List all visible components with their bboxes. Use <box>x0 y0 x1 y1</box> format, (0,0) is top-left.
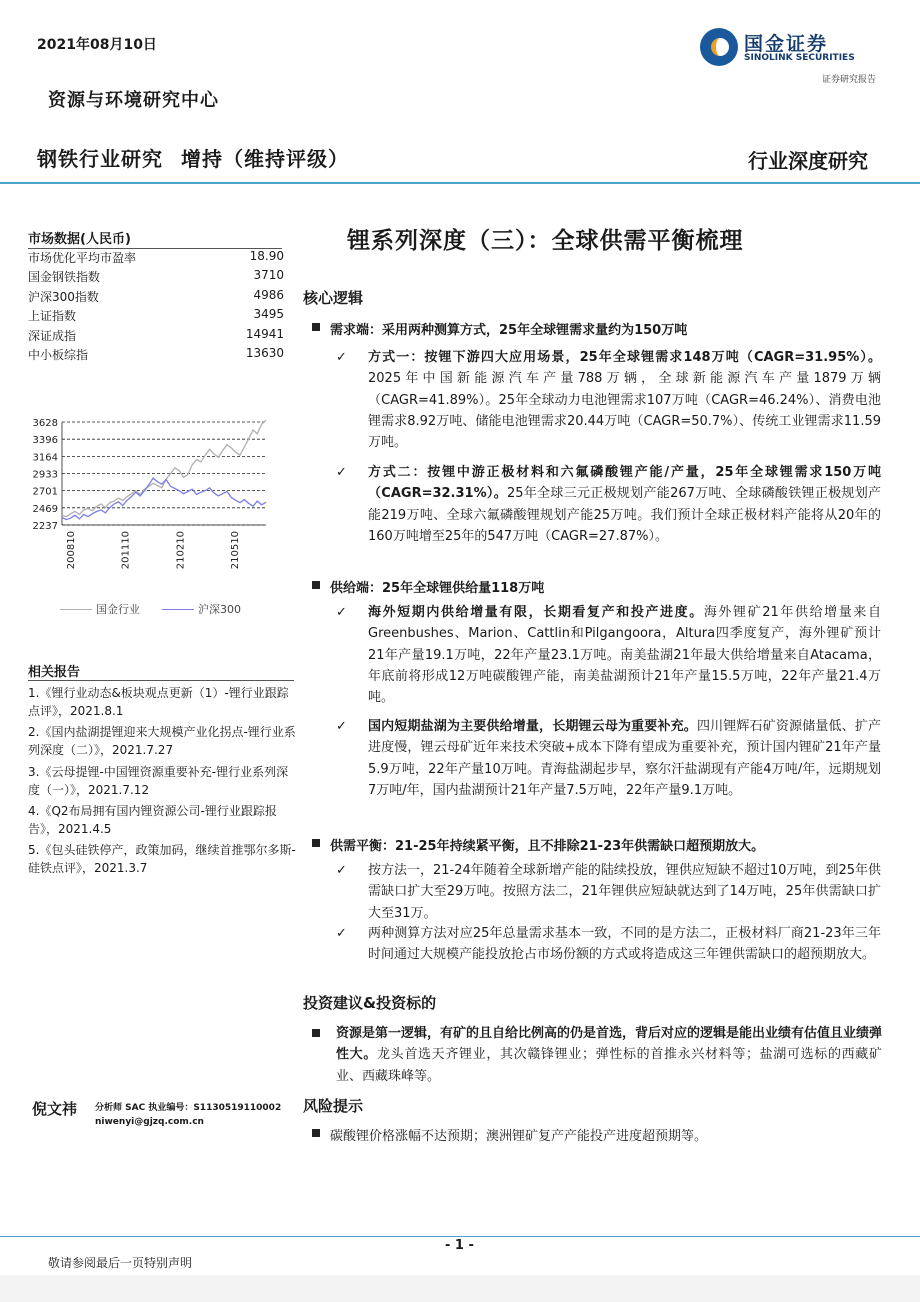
sub-bullet-bold: 方式一：按锂下游四大应用场景，25年全球锂需求148万吨（CAGR=31.95%）。 <box>368 350 881 365</box>
legend-label: 沪深300 <box>198 603 241 616</box>
bullet-square-icon <box>312 1029 320 1037</box>
sub-bullet-supply-1 <box>336 602 881 708</box>
sub-bullet-bold: 方式二：按锂中游正极材料和六氟磷酸锂产能/产量，25年全球锂需求150万吨（CAGR=32.31%）。 <box>368 465 881 502</box>
bullet-text: 碳酸锂价格涨幅不达预期；澳洲锂矿复产产能投产进度超预期等。 <box>330 1129 708 1144</box>
bullet-text: 供需平衡：21-25年持续紧平衡，且不排除21-23年供需缺口超预期放大。 <box>330 839 765 854</box>
legend-item <box>60 601 140 617</box>
logo-cn: 国金证券 <box>744 33 829 55</box>
chart-series-line <box>62 420 266 516</box>
related-report-item[interactable]: 5.《包头硅铁停产，政策加码，继续首推鄂尔多斯-硅铁点评》，2021.3.7 <box>28 843 296 875</box>
bullet-square-icon <box>312 839 320 847</box>
check-icon: ✓ <box>336 605 347 620</box>
bullet-text: 需求端：采用两种测算方式，25年全球锂需求量约为150万吨 <box>330 323 688 338</box>
market-value: 4986 <box>253 288 284 302</box>
market-value: 3495 <box>253 307 284 321</box>
chart-y-tick-label: 2469 <box>32 503 58 515</box>
industry-name: 钢铁行业研究 <box>37 147 163 171</box>
header-divider <box>0 182 920 184</box>
chart-y-tick-label: 3628 <box>32 418 58 429</box>
bullet-text: 供给端：25年全球锂供给量118万吨 <box>330 581 545 596</box>
market-value: 3710 <box>253 268 284 282</box>
market-row <box>28 346 284 363</box>
bullet-investment <box>312 1023 882 1087</box>
sub-bullet-demand-2 <box>336 462 881 547</box>
bullet-demand <box>312 319 687 338</box>
sub-bullet-supply-2 <box>336 716 881 801</box>
sub-bullet-text <box>368 462 881 547</box>
sub-bullet-demand-1 <box>336 347 881 453</box>
document-title: 锂系列深度（三）：全球供需平衡梳理 <box>347 228 744 254</box>
page-number: - 1 - <box>445 1238 474 1253</box>
bullet-text <box>336 1023 882 1087</box>
market-label: 深证成指 <box>28 329 77 343</box>
market-label: 国金钢铁指数 <box>28 270 101 284</box>
bullet-supply <box>312 577 544 596</box>
check-icon: ✓ <box>336 719 347 734</box>
check-icon: ✓ <box>336 350 347 365</box>
report-type: 行业深度研究 <box>748 149 868 173</box>
sub-bullet-bold: 国内短期盐湖为主要供给增量，长期锂云母为重要补充。 <box>368 719 697 734</box>
sub-bullet-text: 两种测算方法对应25年总量需求基本一致，不同的是方法二，正极材料厂商21-23年三年时间通过大规模产能投放抢占市场份额的方式或将造成这三年锂供需缺口的超预期放大。 <box>368 926 881 963</box>
analyst-name: 倪文祎 <box>32 1100 78 1118</box>
sub-bullet-bold: 海外短期内供给增量有限，长期看复产和投产进度。 <box>368 605 704 620</box>
sub-bullet-text <box>368 602 881 708</box>
chart-x-tick-label: 201110 <box>120 531 132 570</box>
related-report-item[interactable]: 3.《云母提锂-中国锂资源重要补充-锂行业系列深度（一）》，2021.7.12 <box>28 765 289 797</box>
check-icon: ✓ <box>336 863 347 878</box>
bullet-balance <box>312 835 764 854</box>
legend-swatch <box>162 609 194 610</box>
logo-icon <box>700 28 738 66</box>
chart-y-tick-label: 2701 <box>32 486 58 498</box>
chart-x-tick-label: 200810 <box>66 531 77 570</box>
chart-legend <box>60 601 241 617</box>
sub-bullet-balance-1 <box>336 860 881 924</box>
check-icon: ✓ <box>336 926 347 941</box>
sub-bullet-balance-2 <box>336 923 881 966</box>
bullet-risk <box>312 1125 707 1144</box>
disclaimer[interactable]: 敬请参阅最后一页特别声明 <box>48 1256 193 1270</box>
footer-divider <box>0 1236 920 1237</box>
market-value: 14941 <box>245 327 284 341</box>
market-row <box>28 307 284 324</box>
footer-bar <box>0 1275 920 1302</box>
report-date: 2021年08月10日 <box>37 37 157 53</box>
market-label: 中小板综指 <box>28 348 89 362</box>
sub-bullet-body: 四川锂辉石矿资源储量低、扩产进度慢，锂云母矿近年来技术突破+成本下降有望成为重要补充，预计国内锂矿21年产量5.9万吨，22年产量10万吨。青海盐湖起步早，察尔汗盐湖现有产能4万吨/年，远期规划7万吨/年，国内盐湖预计21年产量7.5万吨，22年产量9.1万吨。 <box>368 719 881 798</box>
chart-y-tick-label: 2237 <box>32 521 58 532</box>
bullet-square-icon <box>312 581 320 589</box>
bullet-bold: 资源是第一逻辑，有矿的且自给比例高的仍是首选，背后对应的逻辑是能出业绩有估值且业绩弹性大。 <box>336 1026 883 1063</box>
market-label: 市场优化平均市盈率 <box>28 251 137 265</box>
legend-swatch <box>60 609 92 610</box>
market-data-title: 市场数据(人民币) <box>28 232 131 247</box>
chart-x-tick-label: 210210 <box>175 531 187 570</box>
market-label: 沪深300指数 <box>28 290 99 304</box>
analyst-email[interactable]: niwenyi@gjzq.com.cn <box>95 1117 204 1127</box>
related-reports-title: 相关报告 <box>28 665 81 680</box>
analyst-info <box>95 1101 281 1129</box>
section-core-logic: 核心逻辑 <box>303 289 364 307</box>
sub-bullet-text <box>368 347 881 453</box>
market-row <box>28 249 284 266</box>
market-row <box>28 288 284 305</box>
rating: 增持（维持评级） <box>181 147 349 171</box>
chart-y-tick-label: 3396 <box>32 435 58 447</box>
bullet-square-icon <box>312 323 320 331</box>
logo-en: SINOLINK SECURITIES <box>744 53 855 63</box>
section-risk: 风险提示 <box>303 1097 364 1115</box>
sub-bullet-text <box>368 716 881 801</box>
analyst-license: 分析师 SAC 执业编号：S1130519110002 <box>95 1103 282 1113</box>
bullet-square-icon <box>312 1129 320 1137</box>
sub-bullet-body: 海外锂矿21年供给增量来自Greenbushes、Marion、Cattlin和Pilgangoora，Altura四季度复产，海外锂矿预计21年产量19.1万吨，22年产量23.1万吨。南美盐湖21年最大供给增量来自Atacama，年底前将形成12万吨碳酸锂产能，南美盐湖预计21年产量15.5万吨，22年产量21.4万吨。 <box>368 605 881 706</box>
legend-label: 国金行业 <box>96 603 140 616</box>
company-logo <box>700 28 880 88</box>
chart-x-tick-label: 210510 <box>230 531 241 570</box>
bullet-body: 龙头首选天齐锂业，其次赣锋锂业；弹性标的首推永兴材料等；盐湖可选标的西藏矿业、西藏珠峰等。 <box>336 1047 882 1084</box>
research-center: 资源与环境研究中心 <box>48 90 219 111</box>
sub-bullet-body: 2025年中国新能源汽车产量788万辆，全球新能源汽车产量1879万辆（CAGR=41.89%）。25年全球动力电池锂需求107万吨（CAGR=46.24%）、消费电池锂需求8.92万吨、储能电池锂需求20.44万吨（CAGR=50.7%）、传统工业锂需求11.59万吨。 <box>368 371 881 451</box>
industry-rating <box>37 143 349 172</box>
sub-bullet-text: 按方法一，21-24年随着全球新增产能的陆续投放，锂供应短缺不超过10万吨，到25年供需缺口扩大至29万吨。按照方法二，21年锂供应短缺就达到了14万吨，25年供需缺口扩大至31万。 <box>368 863 881 921</box>
market-row <box>28 327 284 344</box>
market-label: 上证指数 <box>28 309 77 323</box>
related-reports-divider <box>28 680 294 681</box>
check-icon: ✓ <box>336 465 347 480</box>
section-investment: 投资建议&投资标的 <box>303 994 437 1012</box>
chart-y-tick-label: 2933 <box>32 469 58 481</box>
logo-subtitle: 证券研究报告 <box>821 75 876 85</box>
related-report-item[interactable]: 2.《国内盐湖提锂迎来大规模产业化拐点-锂行业系列深度（二）》，2021.7.27 <box>28 725 296 757</box>
index-comparison-chart <box>26 405 276 595</box>
sub-bullet-body: 25年全球三元正极规划产能267万吨、全球磷酸铁锂正极规划产能219万吨、全球六氟磷酸锂规划产能25万吨。我们预计全球正极材料产能将从20年的160万吨增至25年的547万吨（CAGR=27.87%）。 <box>368 486 881 544</box>
market-value: 13630 <box>245 346 284 360</box>
related-report-item[interactable]: 1.《锂行业动态&板块观点更新（1）-锂行业跟踪点评》，2021.8.1 <box>28 686 289 718</box>
related-report-item[interactable]: 4.《Q2布局拥有国内锂资源公司-锂行业跟踪报告》，2021.4.5 <box>28 804 277 836</box>
legend-item <box>162 601 241 617</box>
market-row <box>28 268 284 285</box>
market-value: 18.90 <box>249 249 284 263</box>
chart-y-tick-label: 3164 <box>32 452 58 464</box>
